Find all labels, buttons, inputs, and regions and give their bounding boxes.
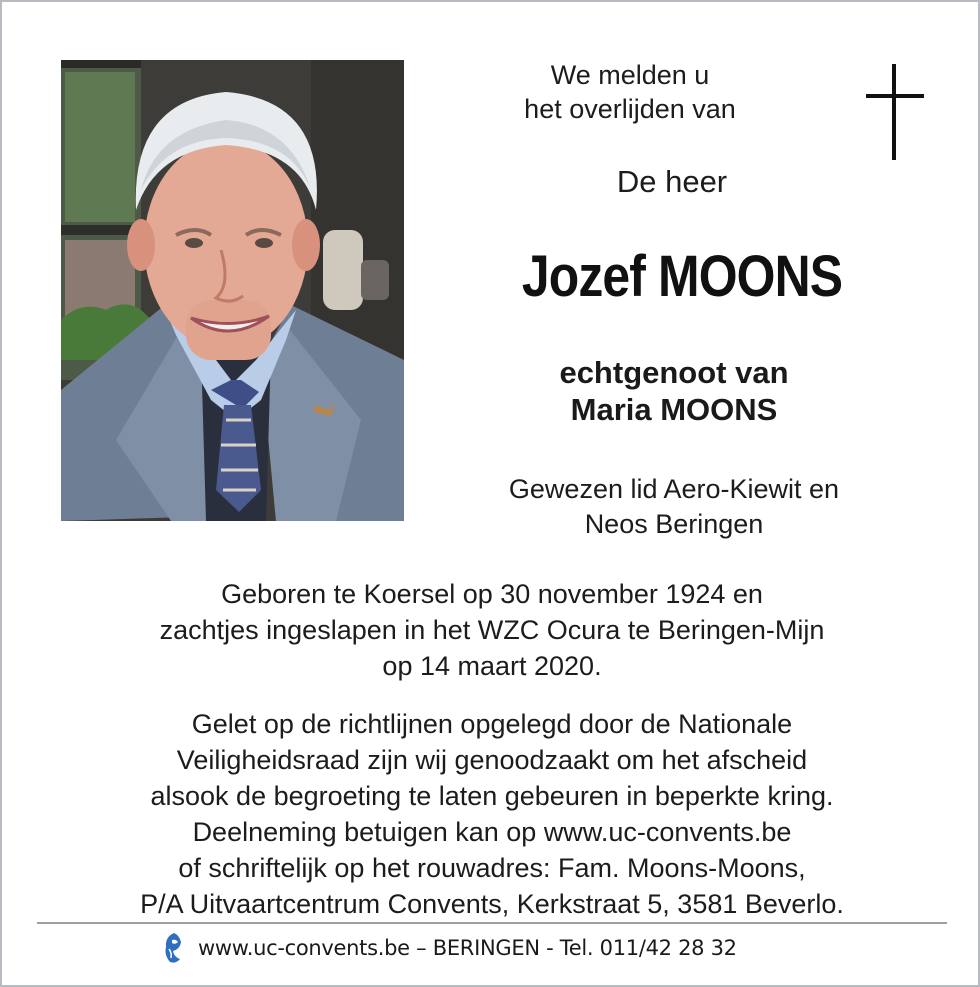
- birth-death-line: Geboren te Koersel op 30 november 1924 en: [221, 579, 763, 609]
- notice-line: Deelneming betuigen kan op www.uc-convents.be: [192, 817, 792, 847]
- announcement-line: We melden u: [550, 60, 710, 90]
- notice-line: Gelet op de richtlijnen opgelegd door de Nationale: [191, 709, 793, 739]
- deceased-name: Jozef MOONS: [521, 244, 843, 309]
- footer: [160, 930, 737, 966]
- footer-divider: [37, 922, 947, 924]
- membership-line: Gewezen lid Aero-Kiewit en: [508, 474, 840, 504]
- notice-line: P/A Uitvaartcentrum Convents, Kerkstraat 5, 3581 Beverlo.: [140, 889, 844, 919]
- dove-logo-icon: [160, 931, 186, 965]
- notice-line: of schriftelijk op het rouwadres: Fam. Moons-Moons,: [178, 853, 806, 883]
- notice-line: alsook de begroeting te laten gebeuren in beperkte kring.: [150, 781, 834, 811]
- birth-death-block: [42, 576, 942, 684]
- spouse-line: Maria MOONS: [570, 392, 778, 427]
- spouse-line: echtgenoot van: [559, 355, 789, 390]
- spouse-block: [474, 354, 874, 428]
- membership-line: Neos Beringen: [584, 509, 764, 539]
- notice-line: Veiligheidsraad zijn wij genoodzaakt om het afscheid: [176, 745, 808, 775]
- funeral-notice: [32, 706, 952, 922]
- honorific-title: De heer: [616, 164, 728, 199]
- announcement-line: het overlijden van: [524, 94, 736, 124]
- birth-death-line: zachtjes ingeslapen in het WZC Ocura te Beringen-Mijn: [159, 615, 825, 645]
- announcement: [480, 58, 780, 126]
- birth-death-line: op 14 maart 2020.: [382, 651, 602, 681]
- cross-icon: [866, 64, 924, 160]
- membership-block: [434, 472, 914, 542]
- footer-contact: www.uc-convents.be – BERINGEN - Tel. 011/42 28 32: [198, 936, 737, 960]
- portrait-photo: [61, 60, 404, 521]
